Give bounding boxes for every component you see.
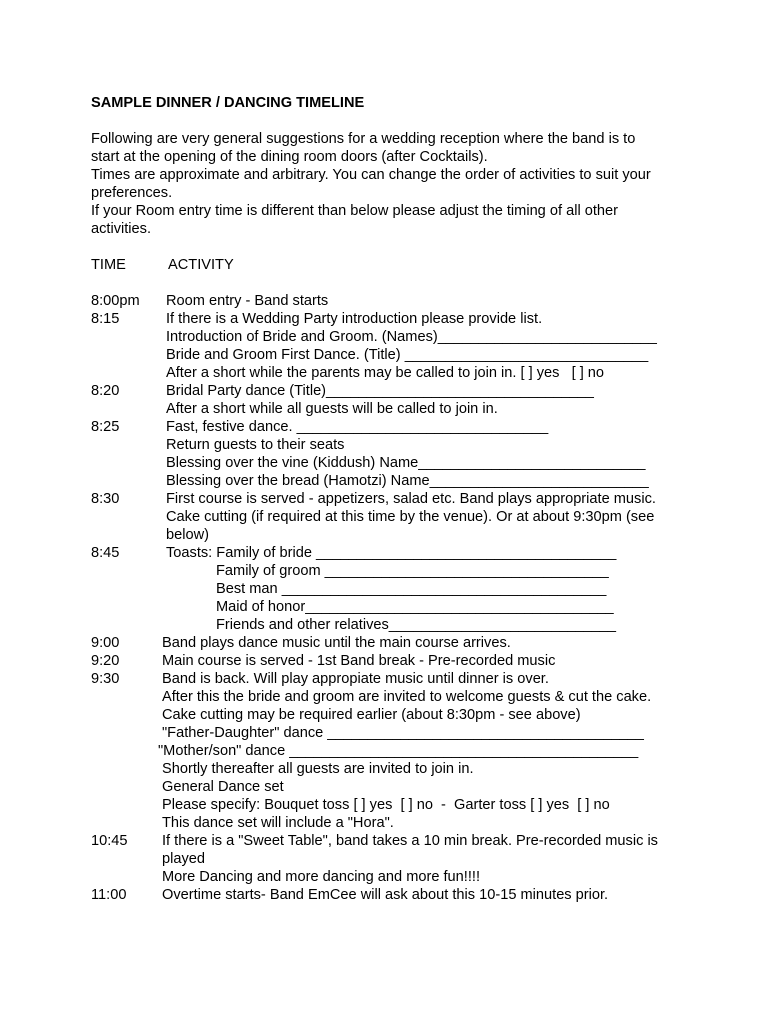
row-activity: Please specify: Bouquet toss [ ] yes [ ] no - Garter toss [ ] yes [ ] no: [162, 797, 610, 813]
row-time: 8:25: [91, 419, 120, 435]
row-activity: Return guests to their seats: [166, 437, 345, 453]
row-activity: Band is back. Will play appropiate music until dinner is over.: [162, 671, 549, 687]
row-activity: More Dancing and more dancing and more fun!!!!: [162, 869, 480, 885]
row-time: 8:45: [91, 545, 120, 561]
row-activity: Introduction of Bride and Groom. (Names)___________________________: [166, 329, 657, 345]
row-activity: "Mother/son" dance ___________________________________________: [158, 743, 639, 759]
row-activity: Bride and Groom First Dance. (Title) ______________________________: [166, 347, 649, 363]
row-time: 8:30: [91, 491, 120, 507]
row-activity: below): [166, 527, 209, 543]
row-activity: After a short while all guests will be called to join in.: [166, 401, 498, 417]
row-activity: After this the bride and groom are invited to welcome guests & cut the cake.: [162, 689, 652, 705]
row-activity: Family of groom ___________________________________: [216, 563, 609, 579]
row-activity: played: [162, 851, 206, 867]
row-activity: Main course is served - 1st Band break - Pre-recorded music: [162, 653, 556, 669]
row-time: 9:20: [91, 653, 120, 669]
row-activity: Best man ________________________________________: [216, 581, 607, 597]
row-activity: Blessing over the vine (Kiddush) Name____________________________: [166, 455, 646, 471]
row-activity: Blessing over the bread (Hamotzi) Name___________________________: [166, 473, 649, 489]
intro-line: Times are approximate and arbitrary. You can change the order of activities to suit your: [91, 167, 651, 183]
row-activity: Cake cutting may be required earlier (about 8:30pm - see above): [162, 707, 581, 723]
row-activity: Overtime starts- Band EmCee will ask about this 10-15 minutes prior.: [162, 887, 609, 903]
row-activity: After a short while the parents may be called to join in. [ ] yes [ ] no: [166, 365, 605, 381]
row-activity: Friends and other relatives____________________________: [216, 617, 617, 633]
row-time: 11:00: [91, 887, 127, 903]
page-title: SAMPLE DINNER / DANCING TIMELINE: [91, 95, 365, 111]
intro-line: Following are very general suggestions for a wedding reception where the band is to: [91, 131, 636, 147]
row-activity: First course is served - appetizers, salad etc. Band plays appropriate music.: [166, 491, 656, 507]
intro-line: If your Room entry time is different than below please adjust the timing of all other: [91, 203, 618, 219]
row-time: 8:00pm: [91, 293, 140, 309]
intro-line: start at the opening of the dining room doors (after Cocktails).: [91, 149, 488, 165]
row-activity: If there is a "Sweet Table", band takes a 10 min break. Pre-recorded music is: [162, 833, 658, 849]
row-activity: General Dance set: [162, 779, 284, 795]
intro-line: preferences.: [91, 185, 173, 201]
time-column-header: TIME: [91, 257, 126, 273]
row-activity: Fast, festive dance. _______________________________: [166, 419, 549, 435]
row-activity: This dance set will include a "Hora".: [162, 815, 394, 831]
row-activity: Cake cutting (if required at this time by the venue). Or at about 9:30pm (see: [166, 509, 655, 525]
row-activity: Room entry - Band starts: [166, 293, 329, 309]
row-time: 9:30: [91, 671, 120, 687]
row-time: 9:00: [91, 635, 120, 651]
activity-column-header: ACTIVITY: [168, 257, 234, 273]
row-time: 8:15: [91, 311, 120, 327]
row-activity: Shortly thereafter all guests are invited to join in.: [162, 761, 474, 777]
row-activity: "Father-Daughter" dance _______________________________________: [162, 725, 644, 741]
row-activity: If there is a Wedding Party introduction please provide list.: [166, 311, 543, 327]
row-time: 10:45: [91, 833, 128, 849]
row-activity: Band plays dance music until the main course arrives.: [162, 635, 511, 651]
row-time: 8:20: [91, 383, 120, 399]
intro-line: activities.: [91, 221, 152, 237]
row-activity: Toasts: Family of bride _____________________________________: [166, 545, 617, 561]
row-activity: Bridal Party dance (Title)_________________________________: [166, 383, 594, 399]
row-activity: Maid of honor______________________________________: [216, 599, 614, 615]
